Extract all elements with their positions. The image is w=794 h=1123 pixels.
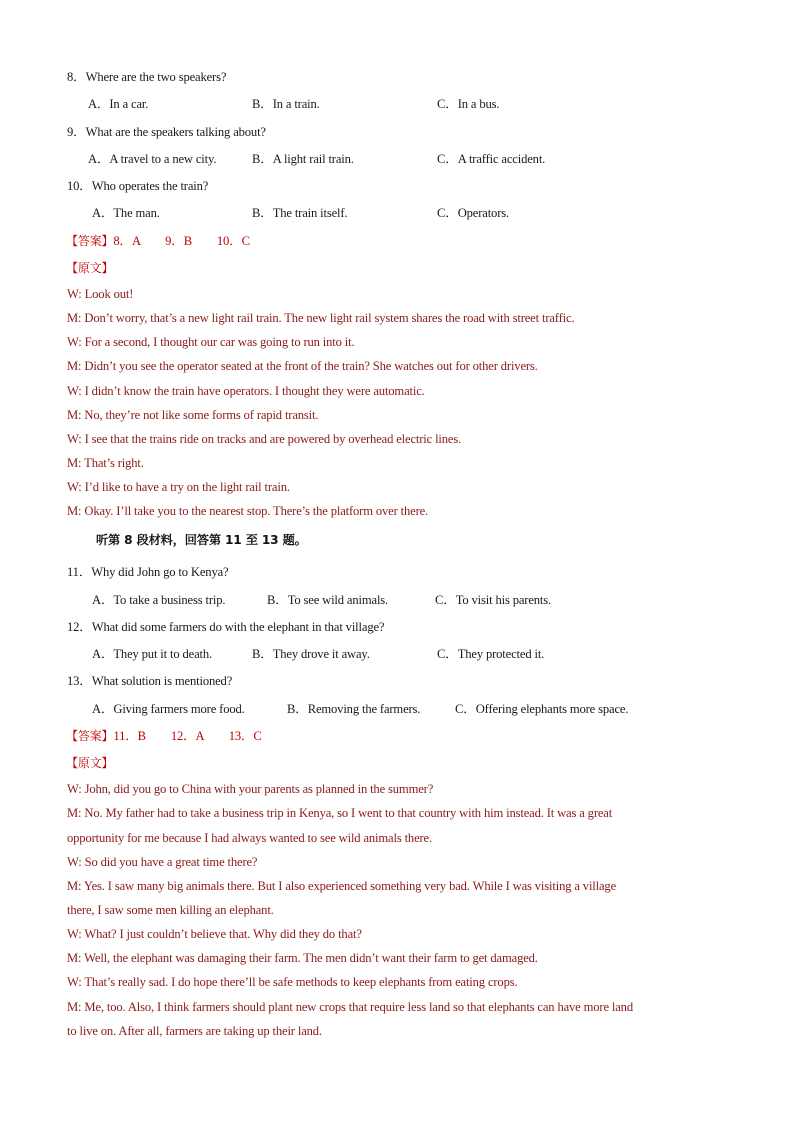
transcript-line: W: I didn’t know the train have operators. I thought they were automatic. <box>67 384 425 398</box>
answer-tag: 【答案】 <box>66 234 114 248</box>
transcript-line: W: I’d like to have a try on the light rail train. <box>67 480 290 494</box>
question-8-option-a: A．In a car. <box>88 97 149 111</box>
question-10-option-b: B．The train itself. <box>252 206 348 220</box>
transcript-line: W: For a second, I thought our car was going to run into it. <box>67 335 355 349</box>
question-13-option-b: B．Removing the farmers. <box>287 702 421 716</box>
question-12-option-a: A．They put it to death. <box>92 647 213 661</box>
original-tag-label: 【原文】 <box>66 261 114 275</box>
original-tag-label: 【原文】 <box>66 756 114 770</box>
transcript-line: W: So did you have a great time there? <box>67 855 258 869</box>
question-11-option-b: B．To see wild animals. <box>267 593 389 607</box>
transcript-line: M: Well, the elephant was damaging their farm. The men didn’t want their farm to get damaged. <box>67 951 538 965</box>
question-10-option-a: A．The man. <box>92 206 160 220</box>
question-12-stem: 12．What did some farmers do with the elephant in that village? <box>67 620 385 634</box>
question-10-option-c: C．Operators. <box>437 206 509 220</box>
answer-line-1 <box>66 233 250 249</box>
question-11-option-c: C．To visit his parents. <box>435 593 552 607</box>
question-13-stem: 13．What solution is mentioned? <box>67 674 233 688</box>
question-9-stem: 9．What are the speakers talking about? <box>67 125 266 139</box>
question-12-option-c: C．They protected it. <box>437 647 545 661</box>
transcript-line: M: No, they’re not like some forms of rapid transit. <box>67 408 319 422</box>
transcript-line: to live on. After all, farmers are taking up their land. <box>67 1024 322 1038</box>
question-8-option-b: B．In a train. <box>252 97 320 111</box>
question-12-option-b: B．They drove it away. <box>252 647 370 661</box>
transcript-line: M: That’s right. <box>67 456 144 470</box>
transcript-line: M: Okay. I’ll take you to the nearest stop. There’s the platform over there. <box>67 504 429 518</box>
question-13-option-c: C．Offering elephants more space. <box>455 702 629 716</box>
original-text-tag <box>66 260 113 276</box>
transcript-line: there, I saw some men killing an elephant. <box>67 903 274 917</box>
question-9-option-c: C．A traffic accident. <box>437 152 546 166</box>
transcript-line: W: What? I just couldn’t believe that. Why did they do that? <box>67 927 362 941</box>
transcript-line: W: That’s really sad. I do hope there’ll be safe methods to keep elephants from eating crops. <box>67 975 518 989</box>
transcript-line: M: Me, too. Also, I think farmers should plant new crops that require less land so that elephants can have more land <box>67 1000 633 1014</box>
question-10-stem: 10．Who operates the train? <box>67 179 209 193</box>
transcript-line: M: Didn’t you see the operator seated at the front of the train? She watches out for other drivers. <box>67 359 538 373</box>
question-13-option-a: A．Giving farmers more food. <box>92 702 245 716</box>
answer-line-2 <box>66 728 262 744</box>
answer-text: 11．B 12．A 13．C <box>113 729 262 743</box>
question-8-stem: 8．Where are the two speakers? <box>67 70 227 84</box>
transcript-line: M: Don’t worry, that’s a new light rail train. The new light rail system shares the road with street traffic. <box>67 311 575 325</box>
transcript-line: W: Look out! <box>67 287 134 301</box>
question-11-stem: 11．Why did John go to Kenya? <box>67 565 229 579</box>
transcript-line: M: No. My father had to take a business trip in Kenya, so I went to that country with him instead. It was a great <box>67 806 613 820</box>
question-11-option-a: A．To take a business trip. <box>92 593 226 607</box>
transcript-line: W: John, did you go to China with your parents as planned in the summer? <box>67 782 434 796</box>
transcript-line: W: I see that the trains ride on tracks and are powered by overhead electric lines. <box>67 432 462 446</box>
answer-tag: 【答案】 <box>66 729 114 743</box>
question-8-option-c: C．In a bus. <box>437 97 500 111</box>
transcript-line: opportunity for me because I had always wanted to see wild animals there. <box>67 831 432 845</box>
section-heading: 听第 8 段材料，回答第 11 至 13 题。 <box>96 533 307 547</box>
transcript-line: M: Yes. I saw many big animals there. But I also experienced something very bad. While I was visiting a village <box>67 879 617 893</box>
question-9-option-a: A．A travel to a new city. <box>88 152 217 166</box>
answer-text: 8．A 9．B 10．C <box>113 234 250 248</box>
question-9-option-b: B．A light rail train. <box>252 152 354 166</box>
original-text-tag <box>66 755 113 771</box>
